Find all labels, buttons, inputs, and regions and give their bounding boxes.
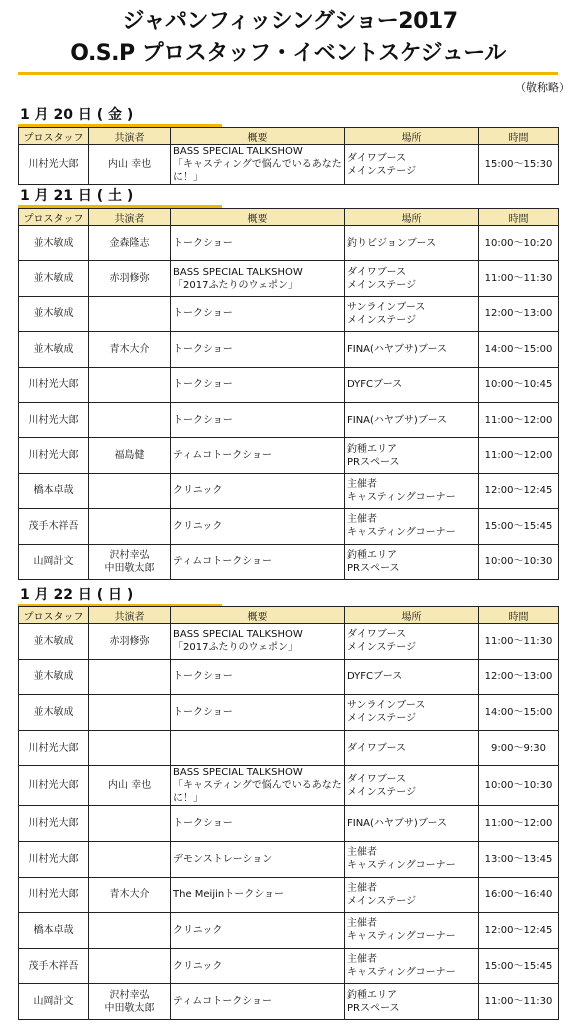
time-cell: 9:00〜9:30 bbox=[479, 730, 559, 766]
table-row bbox=[19, 402, 559, 437]
cell-line: The Meijinトークショー bbox=[173, 889, 285, 901]
staff-cell: 橋本卓哉 bbox=[19, 913, 89, 949]
co-star-cell bbox=[89, 948, 171, 984]
co-star-cell bbox=[89, 659, 171, 695]
cell-line: BASS SPECIAL TALKSHOW bbox=[173, 629, 303, 641]
place-cell bbox=[345, 402, 479, 437]
page-subtitle: O.S.P プロスタッフ・イベントスケジュール bbox=[70, 41, 506, 66]
co-star-cell bbox=[89, 913, 171, 949]
time-cell: 15:00〜15:30 bbox=[479, 145, 559, 185]
time-cell: 11:00〜12:00 bbox=[479, 438, 559, 473]
summary-cell bbox=[171, 509, 345, 544]
place-cell bbox=[345, 473, 479, 508]
summary-cell bbox=[171, 984, 345, 1020]
cell-line: PRスペース bbox=[347, 562, 400, 574]
cell-line: DYFCブース bbox=[347, 671, 403, 683]
summary-header: 概要 bbox=[171, 128, 345, 145]
place-cell bbox=[345, 913, 479, 949]
cell-line: 「キャスティングで悩んでいるあなたに！」 bbox=[173, 780, 342, 805]
time-cell: 11:00〜11:30 bbox=[479, 261, 559, 296]
cell-line: キャスティングコーナー bbox=[347, 931, 456, 943]
cell-line: 中田敬太郎 bbox=[104, 562, 155, 574]
place-header: 場所 bbox=[345, 607, 479, 624]
time-cell: 11:00〜11:30 bbox=[479, 624, 559, 660]
cell-line: 「2017ふたりのウェポン」 bbox=[173, 642, 299, 654]
time-cell: 12:00〜12:45 bbox=[479, 473, 559, 508]
cell-line: 「2017ふたりのウェポン」 bbox=[173, 279, 299, 291]
co-star-cell bbox=[89, 877, 171, 913]
table-row bbox=[19, 367, 559, 402]
place-cell bbox=[345, 766, 479, 806]
cell-line: 主催者 bbox=[347, 478, 377, 490]
table-row bbox=[19, 695, 559, 731]
cell-line: ティムコトークショー bbox=[173, 450, 272, 462]
summary-cell bbox=[171, 877, 345, 913]
cell-line: サンラインブース bbox=[347, 301, 426, 313]
summary-cell bbox=[171, 913, 345, 949]
day-heading: 1 月 20 日 ( 金 ) bbox=[20, 107, 134, 123]
cell-line: トークショー bbox=[173, 308, 233, 320]
cell-line: トークショー bbox=[173, 671, 233, 683]
table-row bbox=[19, 296, 559, 331]
cell-line: DYFCブース bbox=[347, 379, 403, 391]
co-star-cell bbox=[89, 806, 171, 842]
cell-line: トークショー bbox=[173, 414, 233, 426]
staff-header: プロスタッフ bbox=[19, 209, 89, 226]
table-row bbox=[19, 145, 559, 185]
place-header: 場所 bbox=[345, 209, 479, 226]
summary-header: 概要 bbox=[171, 209, 345, 226]
summary-cell bbox=[171, 367, 345, 402]
cell-line: FINA(ハヤブサ)ブース bbox=[347, 818, 448, 830]
table-row bbox=[19, 544, 559, 579]
cell-line: PRスペース bbox=[347, 1002, 400, 1014]
place-cell bbox=[345, 624, 479, 660]
time-cell: 13:00〜13:45 bbox=[479, 841, 559, 877]
cell-line: トークショー bbox=[173, 818, 233, 830]
cell-line: 「キャスティングで悩んでいるあなたに！」 bbox=[173, 159, 342, 183]
staff-cell: 茂手木祥吾 bbox=[19, 509, 89, 544]
cell-line: キャスティングコーナー bbox=[347, 491, 456, 503]
summary-cell bbox=[171, 841, 345, 877]
cell-line: クリニック bbox=[173, 960, 223, 972]
time-cell: 10:00〜10:30 bbox=[479, 544, 559, 579]
cell-line: BASS SPECIAL TALKSHOW bbox=[173, 767, 303, 779]
place-cell bbox=[345, 296, 479, 331]
place-cell bbox=[345, 841, 479, 877]
cell-line: BASS SPECIAL TALKSHOW bbox=[173, 146, 303, 157]
cell-line: 赤羽修弥 bbox=[109, 273, 150, 285]
cell-line: クリニック bbox=[173, 520, 223, 532]
cell-line: PRスペース bbox=[347, 456, 400, 468]
staff-header: プロスタッフ bbox=[19, 128, 89, 145]
co-star-cell bbox=[89, 544, 171, 579]
staff-cell: 並木敏成 bbox=[19, 695, 89, 731]
time-cell: 10:00〜10:30 bbox=[479, 766, 559, 806]
cell-line: 釣種エリア bbox=[347, 549, 397, 561]
table-row bbox=[19, 261, 559, 296]
staff-cell: 並木敏成 bbox=[19, 296, 89, 331]
co-star-cell bbox=[89, 766, 171, 806]
co-star-cell bbox=[89, 261, 171, 296]
cell-line: ダイワブース bbox=[347, 266, 406, 278]
summary-cell bbox=[171, 624, 345, 660]
co-star-cell bbox=[89, 624, 171, 660]
staff-cell: 茂手木祥吾 bbox=[19, 948, 89, 984]
time-header: 時間 bbox=[479, 607, 559, 624]
cell-line: FINA(ハヤブサ)ブース bbox=[347, 343, 448, 355]
cell-line: メインステージ bbox=[347, 895, 417, 907]
staff-cell: 川村光大郎 bbox=[19, 367, 89, 402]
co-star-cell bbox=[89, 984, 171, 1020]
summary-header: 概要 bbox=[171, 607, 345, 624]
staff-cell: 川村光大郎 bbox=[19, 877, 89, 913]
cell-line: ティムコトークショー bbox=[173, 556, 272, 568]
time-cell: 14:00〜15:00 bbox=[479, 695, 559, 731]
table-row bbox=[19, 509, 559, 544]
summary-cell bbox=[171, 806, 345, 842]
table-row bbox=[19, 877, 559, 913]
time-cell: 12:00〜13:00 bbox=[479, 659, 559, 695]
time-header: 時間 bbox=[479, 128, 559, 145]
summary-cell bbox=[171, 730, 345, 766]
table-row bbox=[19, 984, 559, 1020]
cell-line: 内山 幸也 bbox=[107, 780, 152, 792]
cell-line: 沢村幸弘 bbox=[109, 989, 150, 1001]
staff-cell: 並木敏成 bbox=[19, 332, 89, 367]
summary-cell bbox=[171, 473, 345, 508]
table-header-row bbox=[19, 209, 559, 226]
time-header: 時間 bbox=[479, 209, 559, 226]
table-header-row bbox=[19, 128, 559, 145]
day-heading: 1 月 22 日 ( 日 ) bbox=[20, 587, 134, 603]
summary-cell bbox=[171, 332, 345, 367]
cell-line: トークショー bbox=[173, 379, 233, 391]
co-header: 共演者 bbox=[89, 128, 171, 145]
place-cell bbox=[345, 877, 479, 913]
cell-line: トークショー bbox=[173, 343, 233, 355]
cell-line: ダイワブース bbox=[347, 773, 406, 785]
table-row bbox=[19, 766, 559, 806]
time-cell: 11:00〜11:30 bbox=[479, 984, 559, 1020]
cell-line: 釣種エリア bbox=[347, 443, 397, 455]
place-header: 場所 bbox=[345, 128, 479, 145]
staff-cell: 川村光大郎 bbox=[19, 438, 89, 473]
schedule-table bbox=[18, 208, 559, 580]
cell-line: 金森隆志 bbox=[109, 237, 150, 249]
staff-cell: 川村光大郎 bbox=[19, 841, 89, 877]
co-star-cell bbox=[89, 438, 171, 473]
place-cell bbox=[345, 695, 479, 731]
co-star-cell bbox=[89, 841, 171, 877]
cell-line: 主催者 bbox=[347, 882, 377, 894]
cell-line: ダイワブース bbox=[347, 152, 406, 164]
staff-cell: 山岡計文 bbox=[19, 984, 89, 1020]
cell-line: キャスティングコーナー bbox=[347, 527, 456, 539]
cell-line: メインステージ bbox=[347, 314, 417, 326]
summary-cell bbox=[171, 438, 345, 473]
table-header-row bbox=[19, 607, 559, 624]
staff-cell: 川村光大郎 bbox=[19, 402, 89, 437]
cell-line: トークショー bbox=[173, 706, 233, 718]
summary-cell bbox=[171, 226, 345, 261]
time-cell: 11:00〜12:00 bbox=[479, 402, 559, 437]
cell-line: 福島健 bbox=[114, 450, 145, 462]
cell-line: クリニック bbox=[173, 485, 223, 497]
staff-cell: 並木敏成 bbox=[19, 261, 89, 296]
table-row bbox=[19, 659, 559, 695]
time-cell: 15:00〜15:45 bbox=[479, 509, 559, 544]
place-cell bbox=[345, 806, 479, 842]
cell-line: 釣りビジョンブース bbox=[347, 237, 436, 249]
table-row bbox=[19, 806, 559, 842]
co-star-cell bbox=[89, 296, 171, 331]
co-star-cell bbox=[89, 695, 171, 731]
co-star-cell bbox=[89, 730, 171, 766]
cell-line: サンラインブース bbox=[347, 700, 426, 712]
cell-line: ダイワブース bbox=[347, 742, 406, 754]
cell-line: 釣種エリア bbox=[347, 989, 397, 1001]
cell-line: メインステージ bbox=[347, 786, 417, 798]
place-cell bbox=[345, 261, 479, 296]
time-cell: 10:00〜10:20 bbox=[479, 226, 559, 261]
time-cell: 10:00〜10:45 bbox=[479, 367, 559, 402]
cell-line: 内山 幸也 bbox=[107, 159, 152, 170]
time-cell: 15:00〜15:45 bbox=[479, 948, 559, 984]
cell-line: メインステージ bbox=[347, 279, 417, 291]
title-underline bbox=[18, 72, 558, 75]
cell-line: 青木大介 bbox=[109, 889, 150, 901]
cell-line: 主催者 bbox=[347, 847, 377, 859]
cell-line: メインステージ bbox=[347, 165, 417, 177]
summary-cell bbox=[171, 948, 345, 984]
staff-cell: 並木敏成 bbox=[19, 624, 89, 660]
place-cell bbox=[345, 544, 479, 579]
place-cell bbox=[345, 367, 479, 402]
co-star-cell bbox=[89, 509, 171, 544]
cell-line: 赤羽修弥 bbox=[109, 635, 150, 647]
place-cell bbox=[345, 438, 479, 473]
cell-line: キャスティングコーナー bbox=[347, 860, 456, 872]
cell-line: ダイワブース bbox=[347, 629, 406, 641]
honorific-note: （敬称略） bbox=[515, 81, 570, 94]
co-star-cell bbox=[89, 332, 171, 367]
schedule-table bbox=[18, 606, 559, 1020]
place-cell bbox=[345, 659, 479, 695]
cell-line: 中田敬太郎 bbox=[104, 1002, 155, 1014]
table-row bbox=[19, 226, 559, 261]
time-cell: 16:00〜16:40 bbox=[479, 877, 559, 913]
cell-line: クリニック bbox=[173, 924, 223, 936]
cell-line: BASS SPECIAL TALKSHOW bbox=[173, 266, 303, 278]
co-star-cell bbox=[89, 473, 171, 508]
co-star-cell bbox=[89, 226, 171, 261]
time-cell: 14:00〜15:00 bbox=[479, 332, 559, 367]
table-row bbox=[19, 473, 559, 508]
staff-cell: 川村光大郎 bbox=[19, 766, 89, 806]
place-cell bbox=[345, 984, 479, 1020]
cell-line: メインステージ bbox=[347, 713, 417, 725]
place-cell bbox=[345, 509, 479, 544]
cell-line: トークショー bbox=[173, 237, 233, 249]
table-row bbox=[19, 948, 559, 984]
summary-cell bbox=[171, 261, 345, 296]
cell-line: 主催者 bbox=[347, 954, 377, 966]
staff-header: プロスタッフ bbox=[19, 607, 89, 624]
summary-cell bbox=[171, 296, 345, 331]
staff-cell: 橋本卓哉 bbox=[19, 473, 89, 508]
time-cell: 11:00〜12:00 bbox=[479, 806, 559, 842]
place-cell bbox=[345, 226, 479, 261]
table-row bbox=[19, 730, 559, 766]
summary-cell bbox=[171, 145, 345, 185]
summary-cell bbox=[171, 402, 345, 437]
co-star-cell bbox=[89, 402, 171, 437]
place-cell bbox=[345, 145, 479, 185]
summary-cell bbox=[171, 544, 345, 579]
cell-line: 沢村幸弘 bbox=[109, 549, 150, 561]
cell-line: キャスティングコーナー bbox=[347, 967, 456, 979]
staff-cell: 川村光大郎 bbox=[19, 730, 89, 766]
table-row bbox=[19, 438, 559, 473]
time-cell: 12:00〜12:45 bbox=[479, 913, 559, 949]
cell-line: 青木大介 bbox=[109, 343, 150, 355]
staff-cell: 山岡計文 bbox=[19, 544, 89, 579]
co-star-cell bbox=[89, 367, 171, 402]
summary-cell bbox=[171, 695, 345, 731]
table-row bbox=[19, 624, 559, 660]
cell-line: 主催者 bbox=[347, 918, 377, 930]
place-cell bbox=[345, 332, 479, 367]
page-title: ジャパンフィッシングショー2017 bbox=[122, 9, 458, 34]
table-row bbox=[19, 332, 559, 367]
co-star-cell bbox=[89, 145, 171, 185]
cell-line: 主催者 bbox=[347, 514, 377, 526]
time-cell: 12:00〜13:00 bbox=[479, 296, 559, 331]
staff-cell: 川村光大郎 bbox=[19, 806, 89, 842]
place-cell bbox=[345, 730, 479, 766]
table-row bbox=[19, 913, 559, 949]
staff-cell: 川村光大郎 bbox=[19, 145, 89, 185]
day-heading: 1 月 21 日 ( 土 ) bbox=[20, 188, 134, 204]
cell-line: メインステージ bbox=[347, 642, 417, 654]
staff-cell: 並木敏成 bbox=[19, 659, 89, 695]
cell-line: FINA(ハヤブサ)ブース bbox=[347, 414, 448, 426]
cell-line: ティムコトークショー bbox=[173, 996, 272, 1008]
schedule-table bbox=[18, 127, 559, 185]
co-header: 共演者 bbox=[89, 607, 171, 624]
table-row bbox=[19, 841, 559, 877]
staff-cell: 並木敏成 bbox=[19, 226, 89, 261]
summary-cell bbox=[171, 659, 345, 695]
co-header: 共演者 bbox=[89, 209, 171, 226]
place-cell bbox=[345, 948, 479, 984]
summary-cell bbox=[171, 766, 345, 806]
cell-line: デモンストレーション bbox=[173, 853, 273, 865]
